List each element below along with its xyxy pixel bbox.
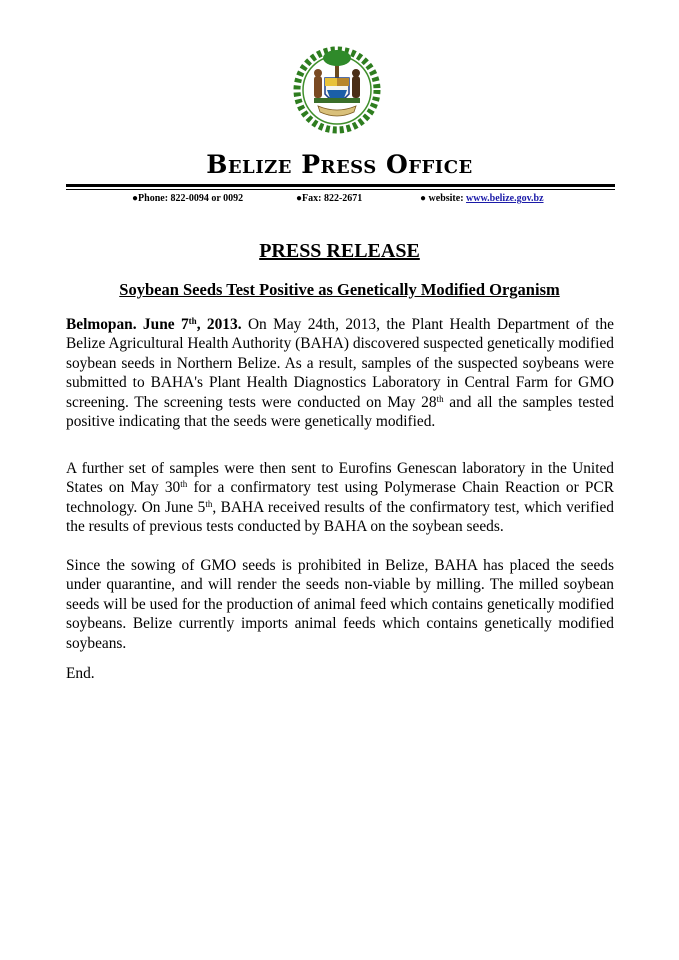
dateline-year: , 2013.	[196, 316, 242, 333]
paragraph-1	[66, 315, 614, 431]
belize-coat-of-arms-icon	[292, 42, 382, 138]
end-marker: End.	[66, 665, 95, 682]
paragraph-2-text-c: , BAHA received results of the confirmatory test, which verified the results of previous tests conducted by BAHA on the soybean seeds.	[66, 498, 614, 536]
paragraph-2-text-a: A further set of samples were then sent to Eurofins Genescan laboratory in the United States on May 30	[66, 460, 614, 497]
dateline-text: Belmopan. June 7	[66, 316, 189, 333]
paragraph-1-text-a: On May 24th, 2013, the Plant Health Department of the Belize Agricultural Health Authority (BAHA) discovered suspected genetically modified soybean seeds in Northern Belize. As a result, samples of the suspected soybeans were submitted to BAHA's Plant Health Diagnostics Laboratory in Central Farm for GMO screening. The screening tests were conducted on May 28	[66, 316, 615, 411]
paragraph-1-text-b: and all the samples tested positive indicating that the seeds were genetically modified.	[66, 393, 614, 431]
masthead-rule-thick	[66, 184, 615, 187]
dateline-ordinal: th	[188, 316, 197, 326]
website-label: ● website:	[420, 193, 467, 204]
website-contact	[420, 193, 544, 204]
paragraph-2	[66, 459, 614, 537]
paragraph-1-ordinal: th	[436, 393, 444, 404]
fax-contact: ●Fax: 822-2671	[296, 193, 363, 204]
masthead-title: Belize Press Office	[206, 150, 473, 179]
release-headline: Soybean Seeds Test Positive as Genetically Modified Organism	[119, 280, 560, 299]
website-link[interactable]: www.belize.gov.bz	[466, 193, 544, 204]
dateline	[66, 316, 242, 333]
paragraph-2-text-b: for a confirmatory test using Polymerase Chain Reaction or PCR technology. On June 5	[66, 479, 614, 516]
masthead-rule-thin	[66, 189, 615, 190]
paragraph-2-ordinal-1: th	[180, 479, 188, 490]
paragraph-3: Since the sowing of GMO seeds is prohibited in Belize, BAHA has placed the seeds under quarantine, and will render the seeds non-viable by milling. The milled soybean seeds will be used for the production of animal feed which contains genetically modified soybeans. Belize currently imports animal feeds which contains genetically modified soybeans.	[66, 557, 614, 652]
paragraph-2-ordinal-2: th	[205, 498, 213, 509]
phone-contact: ●Phone: 822-0094 or 0092	[132, 193, 244, 204]
press-release-heading: PRESS RELEASE	[259, 240, 420, 262]
